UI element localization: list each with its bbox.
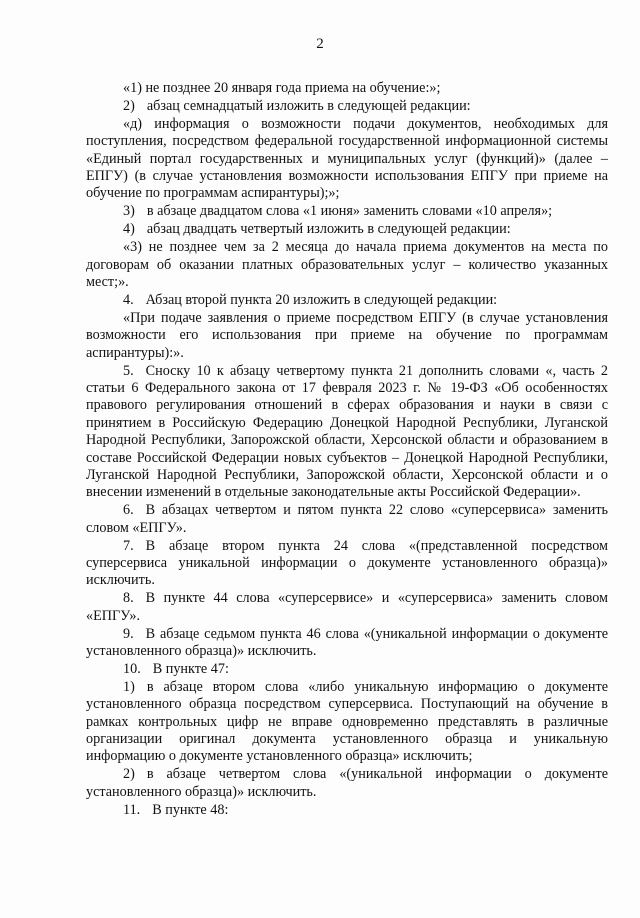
paragraph bbox=[86, 766, 608, 801]
paragraph-number: 2) bbox=[123, 97, 135, 114]
paragraph-text: В пункте 44 слова «суперсервисе» и «суперсервиса» заменить словом «ЕПГУ». bbox=[86, 590, 608, 624]
paragraph bbox=[86, 538, 608, 590]
paragraph-number: 1) bbox=[123, 678, 135, 695]
paragraph-text: В пункте 47: bbox=[152, 660, 229, 677]
paragraph-number: 11. bbox=[123, 801, 141, 818]
paragraph-text: «При подаче заявления о приеме посредством ЕПГУ (в случае установления возможности его использования при приеме на обучение по программам аспирантуры):». bbox=[86, 309, 608, 361]
paragraph bbox=[86, 502, 608, 537]
paragraph bbox=[86, 626, 608, 661]
paragraph bbox=[86, 116, 608, 203]
paragraph-text: Сноску 10 к абзацу четвертому пункта 21 дополнить словами «, часть 2 статьи 6 Федерального закона от 17 февраля 2023 г. № 19-ФЗ «Об особенностях правового регулирования отношений в сферах образования и науки в связи с принятием в Российскую Федерацию Донецкой Народной Республики, Луганской Народной Республики, Запорожской области, Херсонской области и образованием в составе Российской Федерации новых субъектов – Донецкой Народной Республики, Луганской Народной Республики, Запорожской области, Херсонской области и о внесении изменений в отдельные законодательные акты Российской Федерации». bbox=[86, 362, 608, 501]
paragraph-number: 4. bbox=[123, 291, 134, 308]
paragraph-text: В абзаце втором пункта 24 слова «(представленной посредством суперсервиса уникальной информации о документе установленного образца)» исключить. bbox=[86, 537, 608, 589]
paragraph bbox=[86, 590, 608, 625]
paragraph bbox=[86, 239, 608, 291]
paragraph bbox=[86, 679, 608, 766]
paragraph bbox=[86, 292, 608, 309]
paragraph-text: в абзаце четвертом слова «(уникальной информации о документе установленного образца)» исключить. bbox=[86, 766, 608, 800]
paragraph bbox=[86, 80, 608, 97]
paragraph bbox=[86, 203, 608, 220]
paragraph bbox=[86, 661, 608, 678]
paragraph-text: абзац семнадцатый изложить в следующей редакции: bbox=[146, 97, 471, 114]
paragraph-number: 8. bbox=[123, 590, 134, 607]
paragraph-text: в абзаце втором слова «либо уникальную информацию о документе установленного образца посредством суперсервиса. Поступающий на обучение в рамках контрольных цифр не вправе одновременно представлять в различные организации оригинал документа установленного образца и уникальную информацию о документе установленного образца» исключить; bbox=[86, 678, 608, 765]
paragraph bbox=[86, 221, 608, 238]
paragraph-text: Абзац второй пункта 20 изложить в следующей редакции: bbox=[145, 291, 498, 308]
paragraph-text: В пункте 48: bbox=[152, 801, 229, 818]
paragraph-number: 3) bbox=[123, 203, 135, 220]
paragraph-text: «3) не позднее чем за 2 месяца до начала приема документов на места по договорам об оказании платных образовательных услуг – количество указанных мест;». bbox=[86, 239, 608, 290]
paragraph-number: 7. bbox=[123, 537, 134, 554]
paragraph-number: 4) bbox=[123, 221, 135, 238]
paragraph bbox=[86, 98, 608, 115]
page-number: 2 bbox=[316, 36, 324, 52]
paragraph-text: «д) информация о возможности подачи документов, необходимых для поступления, посредством федеральной государственной информационной системы «Единый портал государственных и муниципальных услуг (функций)» (далее – ЕПГУ) (в случае установления возможности использования ЕПГУ при приеме на обучение по программам аспирантуры);»; bbox=[86, 115, 608, 202]
document-body bbox=[86, 80, 608, 820]
paragraph bbox=[86, 802, 608, 819]
paragraph-text: «1) не позднее 20 января года приема на обучение:»; bbox=[123, 80, 441, 96]
paragraph-number: 10. bbox=[123, 660, 141, 677]
paragraph-number: 6. bbox=[123, 502, 134, 519]
paragraph-text: В абзаце седьмом пункта 46 слова «(уникальной информации о документе установленного образца)» исключить. bbox=[86, 625, 608, 659]
paragraph-text: абзац двадцать четвертый изложить в следующей редакции: bbox=[146, 221, 511, 238]
paragraph-number: 2) bbox=[123, 766, 135, 783]
paragraph-text: в абзаце двадцатом слова «1 июня» заменить словами «10 апреля»; bbox=[146, 203, 553, 220]
paragraph bbox=[86, 310, 608, 362]
paragraph bbox=[86, 363, 608, 502]
paragraph-number: 5. bbox=[123, 362, 134, 379]
paragraph-text: В абзацах четвертом и пятом пункта 22 слово «суперсервиса» заменить словом «ЕПГУ». bbox=[86, 502, 608, 536]
paragraph-number: 9. bbox=[123, 625, 134, 642]
